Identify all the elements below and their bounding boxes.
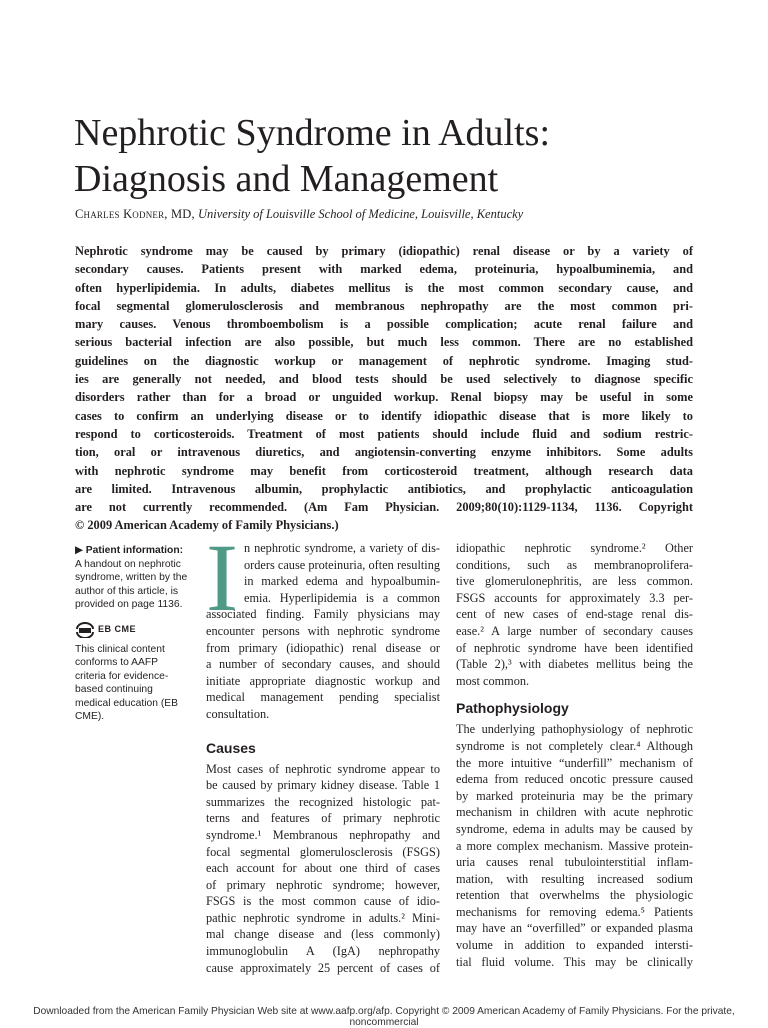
- text-line: tion, oral or intravenous diuretics, and angiotensin-converting enzyme inhibitors. Some adults: [75, 445, 693, 460]
- text-line: n nephrotic syndrome, a variety of dis-: [244, 541, 440, 555]
- text-line: in marked edema and hypoalbumin-: [244, 574, 440, 589]
- text-line: mechanism in children with acute nephrotic: [456, 805, 693, 820]
- text-line: syndrome, edema in adults may be caused by: [456, 821, 693, 836]
- column-2: [206, 540, 440, 976]
- section-heading-pathophysiology: Pathophysiology: [456, 700, 569, 717]
- text-line: retention that overwhelms the physiologic: [456, 888, 693, 903]
- text-line: mary causes. Venous thromboembolism is a possible complication; acute renal failure and: [75, 317, 693, 332]
- text-line: conditions, such as membranoprolifera-: [456, 557, 693, 572]
- text-line: are not currently recommended. (Am Fam Physician. 2009;80(10):1129-1134, 1136. Copyright: [75, 500, 693, 515]
- text-line: of primary nephrotic syndrome; however,: [206, 877, 440, 892]
- text-line: may have an “overfilled” or expanded plasma: [456, 921, 693, 936]
- text-line: mation, with resulting increased sodium: [456, 871, 693, 886]
- causes-continued-paragraph: [456, 540, 693, 689]
- text-line: syndrome is not completely clear.⁴ Although: [456, 738, 693, 753]
- arrow-right-icon: ▶: [75, 545, 83, 556]
- text-line: encounter persons with nephrotic syndrome: [206, 623, 440, 638]
- abstract: [75, 242, 693, 535]
- pathophysiology-paragraph: [456, 721, 693, 970]
- text-line: associated finding. Family physicians may: [206, 607, 440, 622]
- text-line: edema from reduced oncotic pressure caused: [456, 772, 693, 787]
- text-line: cases to confirm an underlying disease or to identify idiopathic disease that is more likely to: [75, 408, 693, 423]
- title-line-2: Diagnosis and Management: [74, 158, 499, 200]
- text-line: ies are generally not needed, and blood tests should be used selectively to diagnose specific: [75, 372, 693, 387]
- text-line: consultation.: [206, 706, 270, 721]
- text-line: medical management pending specialist: [206, 690, 440, 705]
- eb-cme-badge-icon: [75, 622, 95, 638]
- text-line: disorders rather than for a broad or unguided workup. Renal biopsy may be useful in some: [75, 390, 693, 405]
- text-line: summarizes the recognized histologic pat-: [206, 794, 440, 809]
- text-line: mechanisms for removing edema.⁵ Patients: [456, 904, 693, 919]
- article-title: [74, 110, 550, 202]
- text-line: © 2009 American Academy of Family Physicians.): [75, 518, 339, 533]
- text-line: respond to corticosteroids. Treatment of most patients should include fluid and sodium restric-: [75, 426, 693, 441]
- column-3: [456, 540, 693, 970]
- text-line: syndrome.¹ Membranous nephropathy and: [206, 827, 440, 842]
- patient-information-note: [75, 544, 190, 612]
- text-line: each account for about one third of cases: [206, 861, 440, 876]
- text-line: with nephrotic syndrome may benefit from corticosteroid treatment, although research data: [75, 463, 693, 478]
- eb-cme-logo-text: EB CME: [98, 623, 137, 634]
- text-line: Nephrotic syndrome may be caused by primary (idiopathic) renal disease or by a variety of: [75, 244, 693, 258]
- text-line: orders cause proteinuria, often resulting: [244, 557, 440, 572]
- text-line: ease.² A large number of secondary causes: [456, 623, 693, 638]
- author-affiliation: University of Louisville School of Medicine, Louisville, Kentucky: [197, 207, 524, 221]
- text-line: emia. Hyperlipidemia is a common: [244, 590, 440, 605]
- text-line: The underlying pathophysiology of nephrotic: [456, 722, 693, 737]
- eb-cme-logo: [75, 622, 190, 638]
- text-line: from primary (idiopathic) renal disease or: [206, 640, 440, 655]
- text-line: are limited. Intravenous albumin, prophylactic antibiotics, and prophylactic anticoagulation: [75, 481, 693, 496]
- text-line: mal change disease and (less commonly): [206, 927, 440, 942]
- text-line: serious bacterial infection are also possible, but much less common. There are no established: [75, 335, 693, 350]
- text-line: often hyperlipidemia. In adults, diabetes mellitus is the most common secondary cause, and: [75, 280, 693, 295]
- text-line: uria causes renal tubulointerstitial inflam-: [456, 855, 693, 870]
- text-line: pathic nephrotic syndrome in adults.² Mini-: [206, 910, 440, 925]
- text-line: tive glomerulonephritis, are less common.: [456, 574, 693, 589]
- download-footer: Downloaded from the American Family Physician Web site at www.aafp.org/afp. Copyright © 2009 American Academy of Family Physicians. For the private, noncommercial: [33, 1006, 735, 1028]
- author-line: [75, 207, 523, 222]
- author-name: Charles Kodner, MD,: [75, 207, 195, 221]
- text-line: Most cases of nephrotic syndrome appear to: [206, 761, 440, 776]
- text-line: focal segmental glomerulosclerosis and membranous nephropathy are the most common pri-: [75, 298, 693, 313]
- sidebar-notes: [75, 544, 190, 724]
- text-line: a more complex mechanism. Massive protein-: [456, 838, 693, 853]
- section-heading-causes: Causes: [206, 739, 256, 756]
- text-line: (Table 2),³ with diabetes mellitus being the: [456, 657, 693, 672]
- patient-information-label: Patient information:: [85, 545, 184, 556]
- text-line: FSGS is the most common cause of idio-: [206, 894, 440, 909]
- patient-information-text: A handout on nephrotic syndrome, written by the author of this article, is provided on page 1136.: [75, 558, 188, 610]
- causes-paragraph: [206, 761, 440, 977]
- text-line: volume in addition to expanded intersti-: [456, 938, 693, 953]
- text-line: idiopathic nephrotic syndrome.² Other: [456, 541, 693, 555]
- text-line: a number of secondary causes, and should: [206, 657, 440, 672]
- eb-cme-text: This clinical content conforms to AAFP criteria for evidence-based continuing medical education (EB CME).: [75, 643, 179, 722]
- drop-cap: I: [206, 524, 238, 631]
- text-line: be caused by primary kidney disease. Table 1: [206, 778, 440, 793]
- text-line: guidelines on the diagnostic workup or management of nephrotic syndrome. Imaging stud-: [75, 353, 693, 368]
- text-line: tial fluid volume. This may be clinically: [456, 954, 693, 969]
- text-line: secondary causes. Patients present with marked edema, proteinuria, hypoalbuminemia, and: [75, 262, 693, 277]
- text-line: by marked proteinuria may be the primary: [456, 788, 693, 803]
- text-line: terns and features of primary nephrotic: [206, 811, 440, 826]
- text-line: initiate appropriate diagnostic workup and: [206, 673, 440, 688]
- title-line-1: Nephrotic Syndrome in Adults:: [74, 112, 551, 154]
- text-line: most common.: [456, 673, 530, 688]
- text-line: cent of new cases of end-stage renal dis-: [456, 607, 693, 622]
- text-line: the more intuitive “underfill” mechanism of: [456, 755, 693, 770]
- text-line: focal segmental glomerulosclerosis (FSGS): [206, 844, 440, 859]
- text-line: FSGS accounts for approximately 3.3 per-: [456, 590, 693, 605]
- text-line: of nephrotic syndrome have been identified: [456, 640, 693, 655]
- intro-paragraph: [206, 540, 440, 723]
- text-line: immunoglobulin A (IgA) nephropathy: [206, 944, 440, 959]
- text-line: cause approximately 25 percent of cases of: [206, 960, 440, 975]
